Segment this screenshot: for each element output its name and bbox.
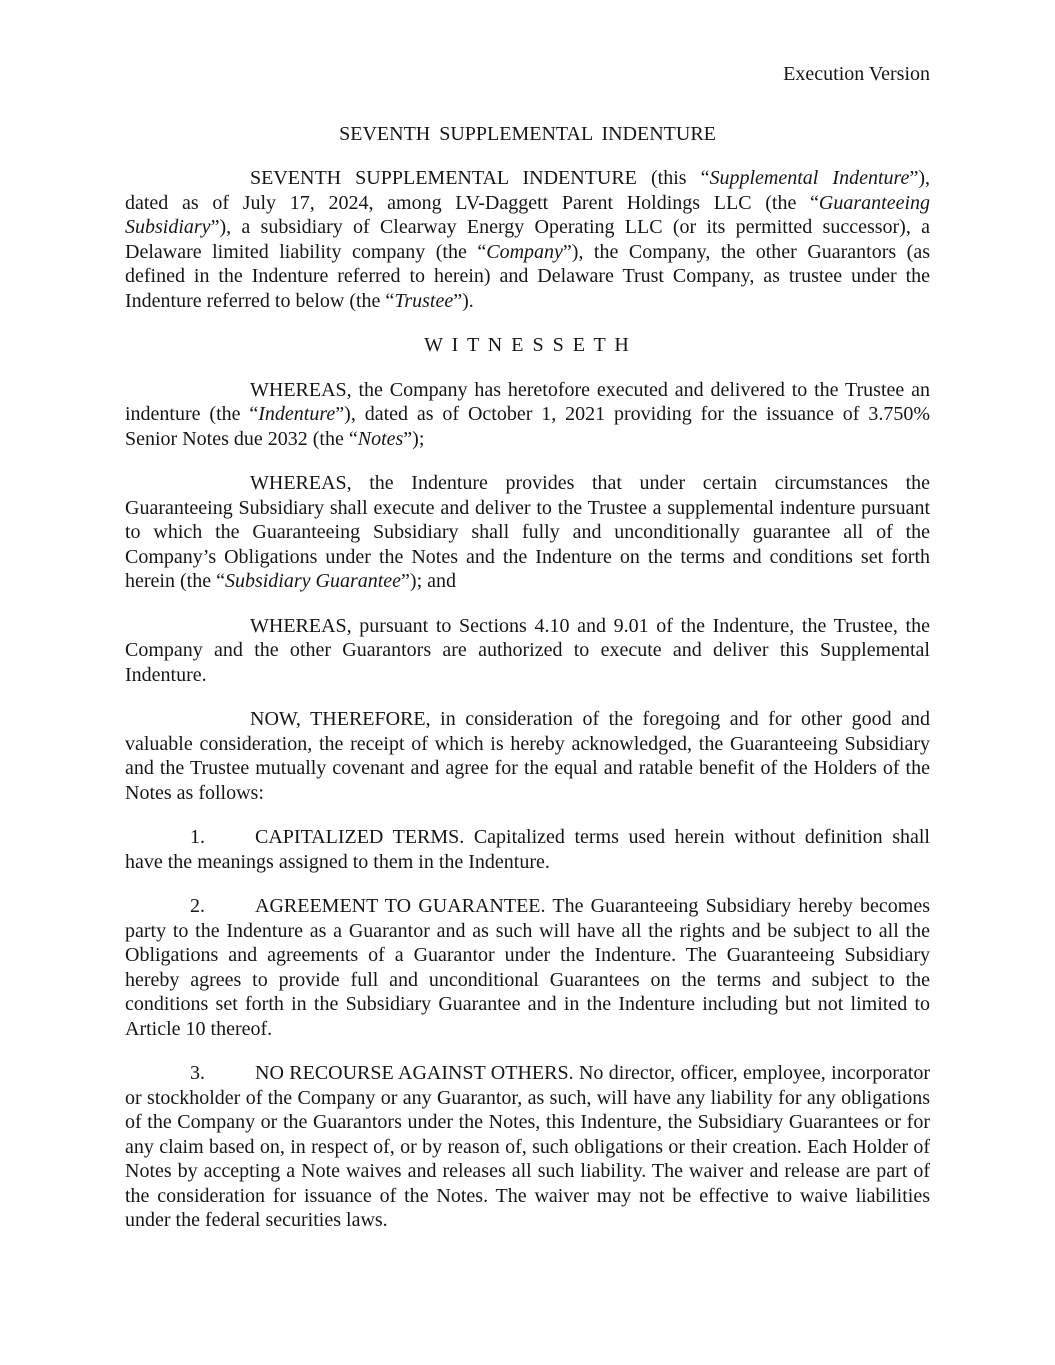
intro-paragraph: SEVENTH SUPPLEMENTAL INDENTURE (this “Supplemental Indenture”), dated as of July 17, 2024, among LV-Daggett Parent Holdings LLC (the “Guaranteeing Subsidiary”), a subsidiary of Clearway Energy Operating LLC (or its permitted successor), a Delaware limited liability company (the “Company”), the Company, the other Guarantors (as defined in the Indenture referred to herein) and Delaware Trust Company, as trustee under the Indenture referred to below (the “Trustee”). — [125, 167, 930, 312]
section-2-text: AGREEMENT TO GUARANTEE. The Guaranteeing Subsidiary hereby becomes party to the Indenture as a Guarantor and as such will have all the rights and be subject to all the Obligations and agreements of a Guarantor under the Indenture. The Guaranteeing Subsidiary hereby agrees to provide full and unconditional Guarantees on the terms and subject to the conditions set forth in the Subsidiary Guarantee and in the Indenture including but not limited to Article 10 thereof. — [125, 895, 930, 1040]
recital-guarantee-paragraph: WHEREAS, the Indenture provides that under certain circumstances the Guaranteeing Subsidiary shall execute and deliver to the Trustee a supplemental indenture pursuant to which the Guaranteeing Subsidiary shall fully and unconditionally guarantee all of the Company’s Obligations under the Notes and the Indenture on the terms and conditions set forth herein (the “Subsidiary Guarantee”); and — [125, 472, 930, 592]
section-3-paragraph — [125, 1061, 930, 1233]
section-2-paragraph — [125, 894, 930, 1041]
section-1-text: CAPITALIZED TERMS. Capitalized terms used herein without definition shall have the meanings assigned to them in the Indenture. — [125, 826, 930, 873]
section-3-number: 3. — [190, 1062, 205, 1084]
execution-version-label: Execution Version — [783, 63, 930, 85]
section-1-paragraph — [125, 825, 930, 874]
now-therefore-paragraph: NOW, THEREFORE, in consideration of the foregoing and for other good and valuable consideration, the receipt of which is hereby acknowledged, the Guaranteeing Subsidiary and the Trustee mutually covenant and agree for the equal and ratable benefit of the Holders of the Notes as follows: — [125, 708, 930, 804]
witnesseth-heading: W I T N E S S E T H — [424, 334, 631, 356]
document-title: SEVENTH SUPPLEMENTAL INDENTURE — [339, 122, 716, 145]
recital-authorization-paragraph: WHEREAS, pursuant to Sections 4.10 and 9.01 of the Indenture, the Trustee, the Company and the other Guarantors are authorized to execute and deliver this Supplemental Indenture. — [125, 614, 930, 686]
section-2-number: 2. — [190, 895, 205, 917]
section-3-text: NO RECOURSE AGAINST OTHERS. No director, officer, employee, incorporator or stockholder of the Company or any Guarantor, as such, will have any liability for any obligations of the Company or the Guarantors under the Notes, this Indenture, the Subsidiary Guarantees or for any claim based on, in respect of, or by reason of, such obligations or their creation. Each Holder of Notes by accepting a Note waives and releases all such liability. The waiver and release are part of the consideration for issuance of the Notes. The waiver may not be effective to waive liabilities under the federal securities laws. — [125, 1062, 930, 1231]
section-1-number: 1. — [190, 826, 205, 848]
recital-notes-paragraph: WHEREAS, the Company has heretofore executed and delivered to the Trustee an indenture (the “Indenture”), dated as of October 1, 2021 providing for the issuance of 3.750% Senior Notes due 2032 (the “Notes”); — [125, 378, 931, 450]
